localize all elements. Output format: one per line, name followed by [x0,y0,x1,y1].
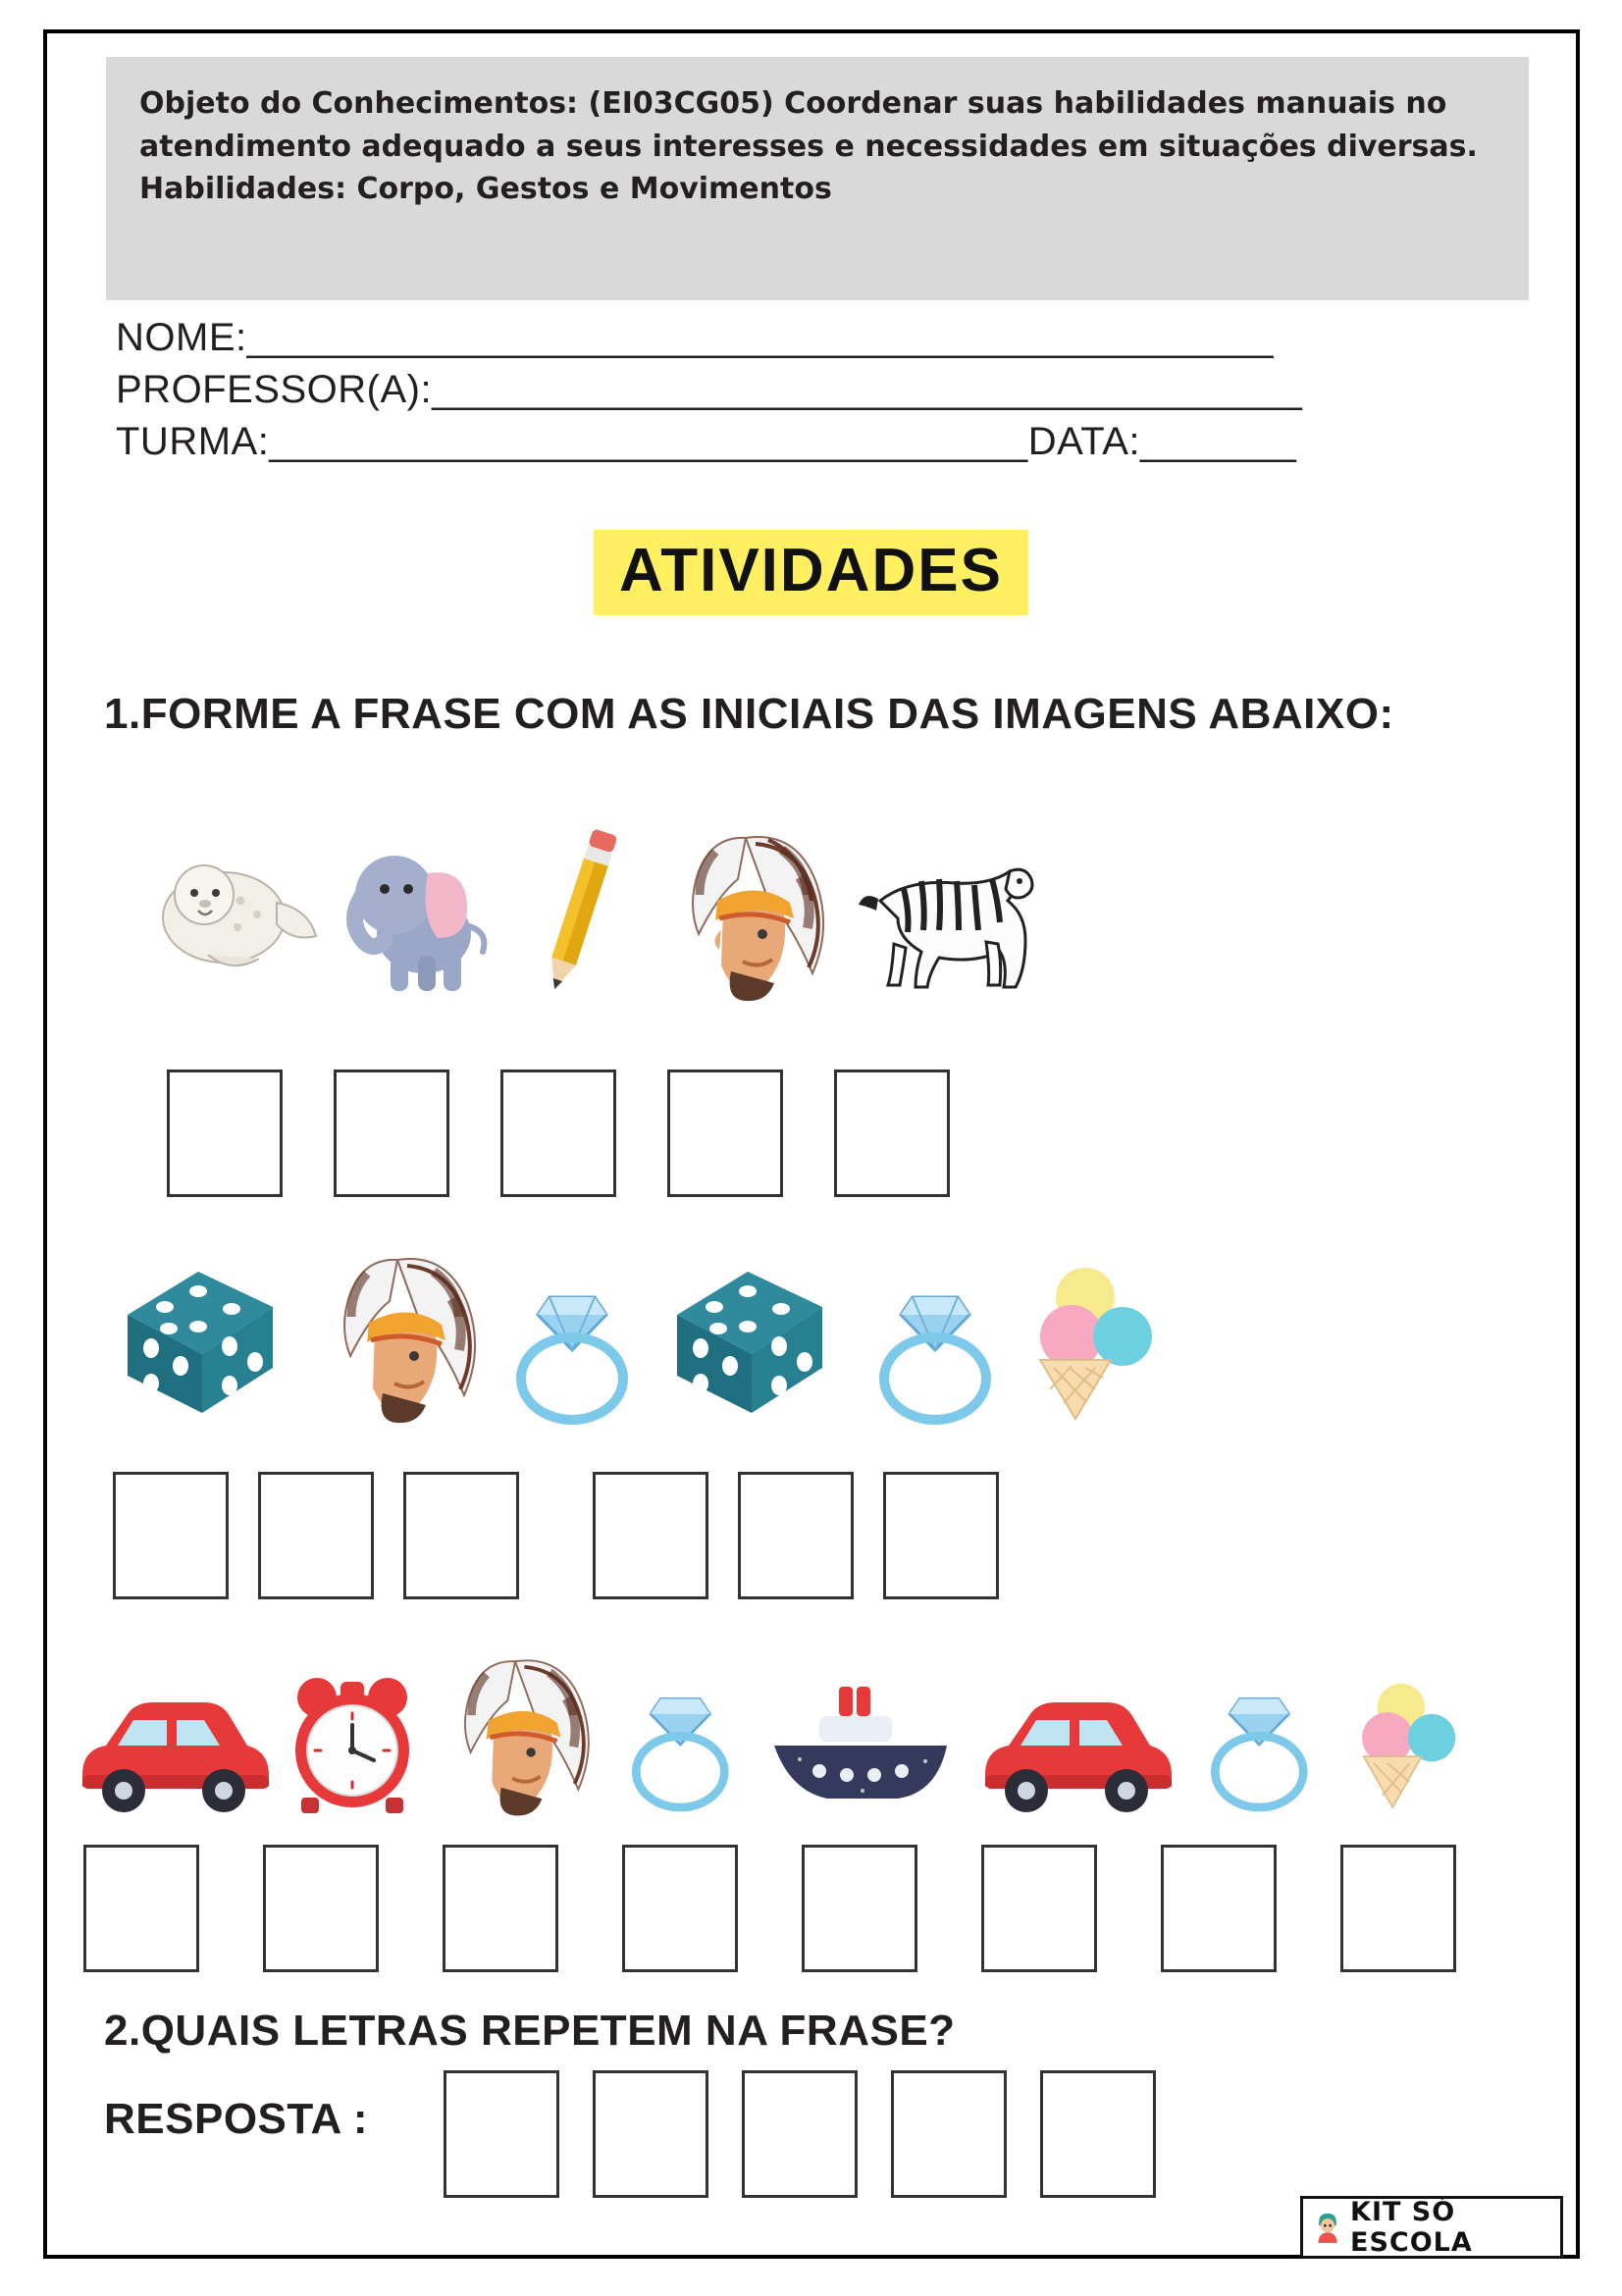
sorvete-icon [1339,1663,1487,1820]
answer-box[interactable] [500,1070,616,1197]
field-nome[interactable]: NOME:______________________________________________ [116,316,1274,359]
answer-box[interactable] [742,2070,858,2198]
answer-row-3 [83,1845,1456,1972]
answer-box[interactable] [667,1070,783,1197]
navio-icon [760,1673,971,1820]
answer-box[interactable] [334,1070,449,1197]
indio-icon [653,824,839,1006]
answer-box[interactable] [1340,1845,1456,1972]
dado-icon [108,1246,304,1428]
field-turma-data[interactable]: TURMA:__________________________________DATA:_______ [116,420,1297,464]
objective-line-2: atendimento adequado a seus interesses e necessidades em situações diversas. [139,129,1478,164]
professora-icon [1313,2208,1342,2247]
answer-box[interactable] [622,1845,738,1972]
anel-icon [603,1663,760,1820]
answer-row-2 [113,1472,999,1599]
resposta-label: RESPOSTA : [104,2095,369,2143]
field-professor[interactable]: PROFESSOR(A):_______________________________________ [116,368,1303,412]
elefante-icon [334,824,505,1006]
indio-icon [427,1648,603,1820]
question-1-text: 1.FORME A FRASE COM AS INICIAIS DAS IMAGENS ABAIXO: [104,690,1394,738]
logo-badge [1300,2196,1563,2259]
answer-box[interactable] [113,1472,229,1599]
objective-band [106,57,1529,300]
answer-row-resposta [444,2070,1156,2198]
answer-box[interactable] [167,1070,283,1197]
sorvete-icon [1020,1246,1177,1428]
answer-box[interactable] [83,1845,199,1972]
answer-box[interactable] [802,1845,917,1972]
answer-box[interactable] [891,2070,1007,2198]
foca-icon [147,824,334,1006]
image-row-2 [108,1246,1177,1428]
image-row-1 [147,824,1045,1006]
answer-box[interactable] [444,2070,559,2198]
anel-icon [1182,1663,1339,1820]
objective-line-3: Habilidades: Corpo, Gestos e Movimentos [139,172,832,206]
answer-row-1 [167,1070,950,1197]
lapis-icon [505,824,653,1006]
question-2-text: 2.QUAIS LETRAS REPETEM NA FRASE? [104,2007,956,2055]
answer-box[interactable] [443,1845,558,1972]
answer-box[interactable] [981,1845,1097,1972]
answer-box[interactable] [883,1472,999,1599]
indio-icon [304,1246,491,1428]
title-container [0,530,1622,615]
zebra-icon [839,824,1045,1006]
answer-box[interactable] [738,1472,854,1599]
carro-icon [971,1673,1182,1820]
carro-icon [69,1673,280,1820]
answer-box[interactable] [834,1070,950,1197]
dado-icon [657,1246,854,1428]
answer-box[interactable] [263,1845,379,1972]
anel-icon [854,1246,1020,1428]
answer-box[interactable] [258,1472,374,1599]
student-fields [116,312,1509,469]
objective-line-1: Objeto do Conhecimentos: (EI03CG05) Coordenar suas habilidades manuais no [139,86,1447,121]
page-title: ATIVIDADES [594,530,1028,615]
logo-text: KIT SÓ ESCOLA [1350,2197,1473,2258]
answer-box[interactable] [593,1472,708,1599]
image-row-3 [69,1648,1487,1820]
answer-box[interactable] [403,1472,519,1599]
relogio-icon [280,1668,427,1820]
answer-box[interactable] [593,2070,708,2198]
answer-box[interactable] [1161,1845,1277,1972]
answer-box[interactable] [1040,2070,1156,2198]
anel-icon [491,1246,657,1428]
